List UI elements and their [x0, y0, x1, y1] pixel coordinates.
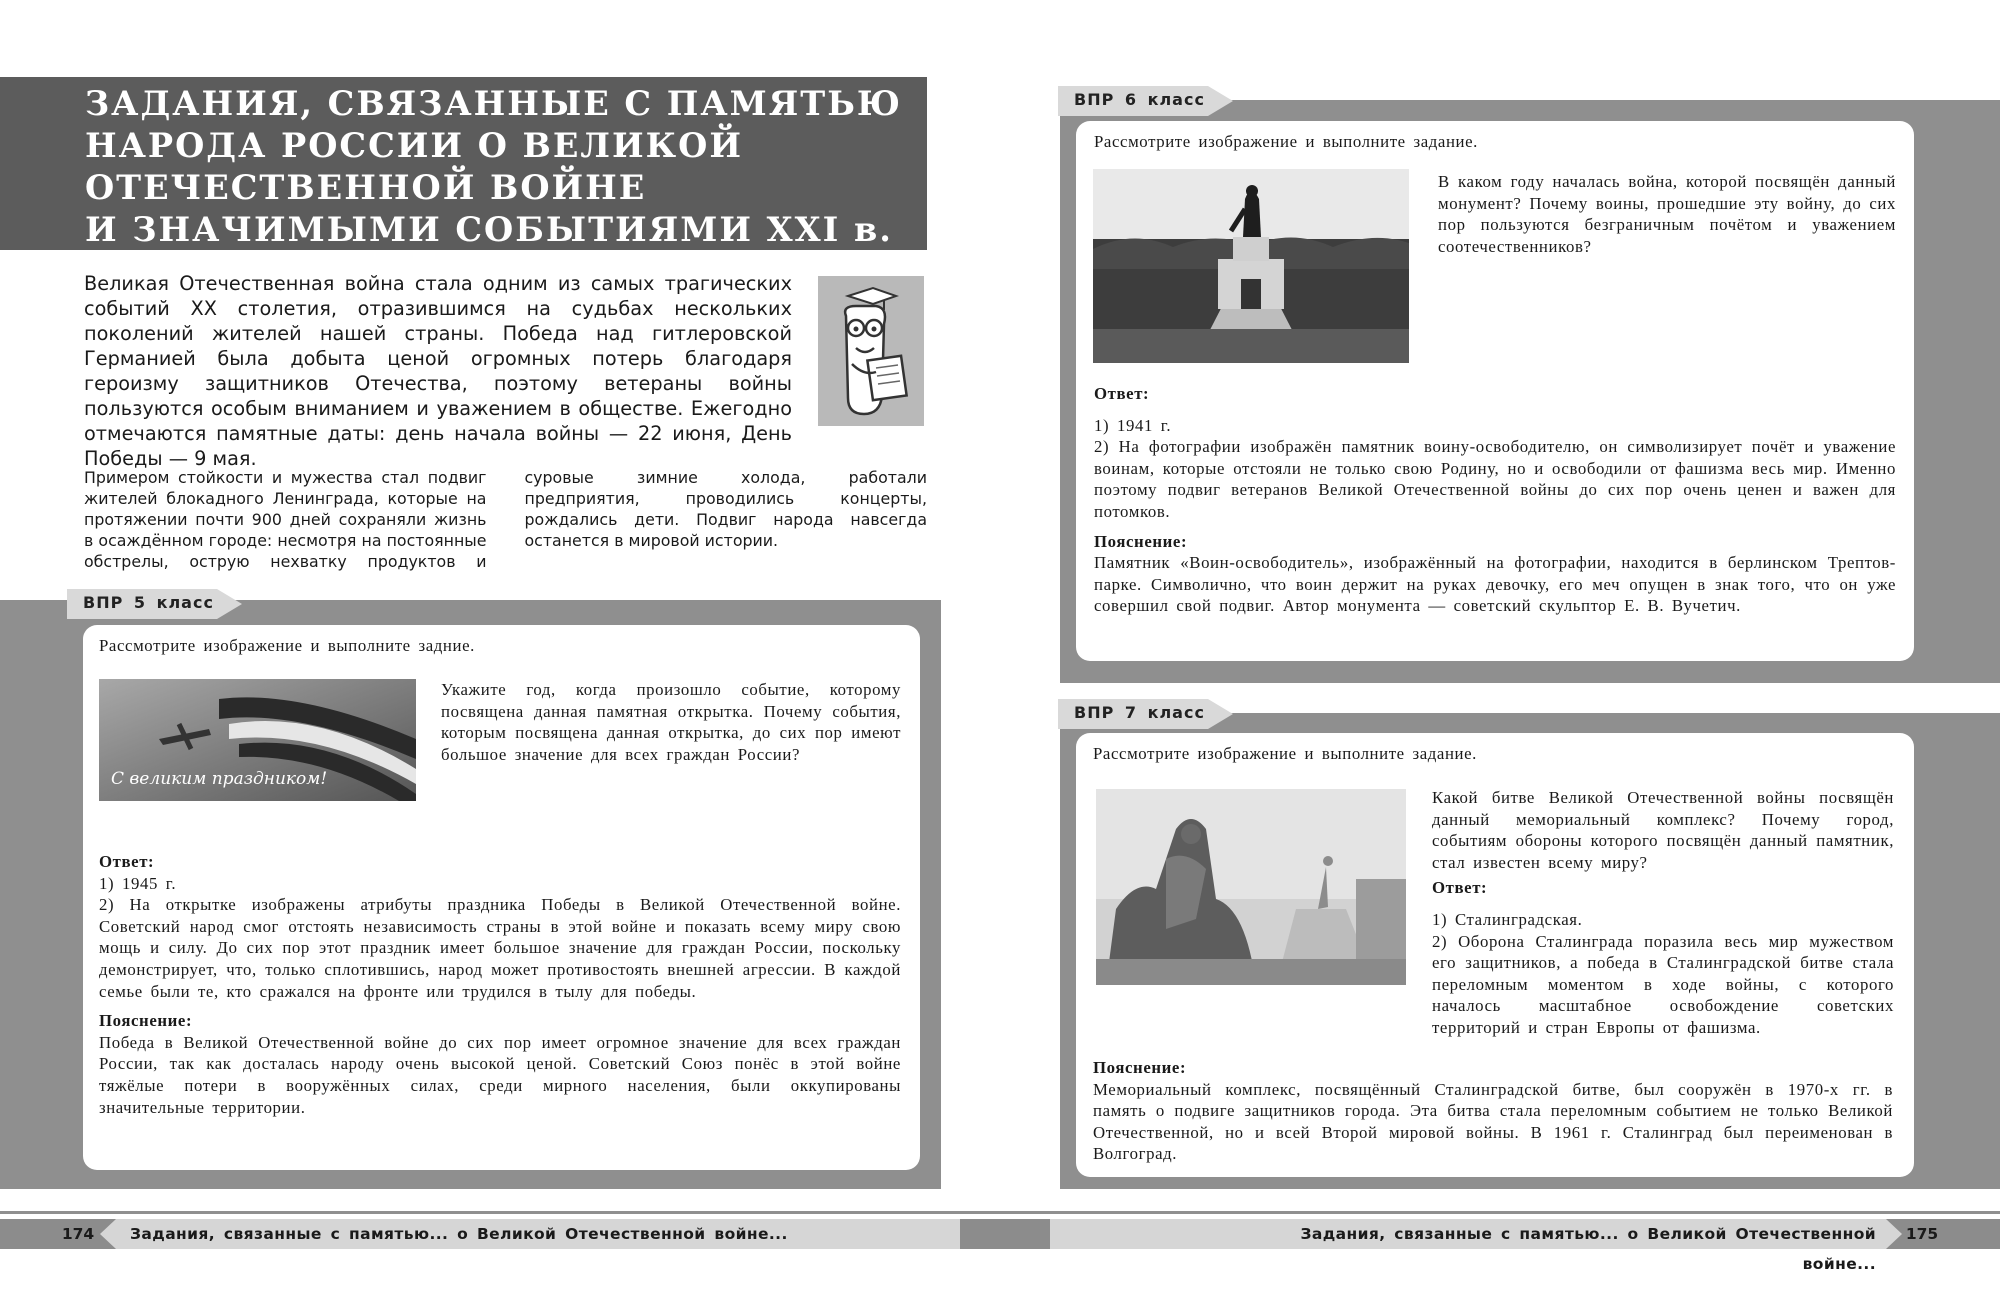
answer-1: 1) 1945 г. [99, 873, 177, 893]
vpr5-card [83, 625, 920, 1170]
vpr7-question-answer [1432, 787, 1894, 1039]
tab-label: ВПР 7 класс [1074, 703, 1205, 722]
vpr7-card [1076, 733, 1914, 1177]
vpr6-instruction: Рассмотрите изображение и выполните задание. [1094, 132, 1478, 151]
footer-title-left: Задания, связанные с памятью... о Великой Отечественной войне... [130, 1225, 788, 1243]
vpr6-monument-photo [1093, 169, 1409, 363]
explanation-label: Пояснение: [1093, 1058, 1187, 1077]
intro-text: Великая Отечественная война стала одним из самых трагических событий XX столетия, отразившимся на судьбах нескольких поколений жителей нашей страны. Победа над гитлеровской Германией была добыта ценой огромных потерь благодаря героизму защитников Отечества, поэтому ветераны войны пользуются особым вниманием и уважением в обществе. Ежегодно отмечаются памятные даты: день начала войны — 22 июня, День Победы — 9 мая. [84, 272, 792, 470]
intro-small-text: Примером стойкости и мужества стал подвиг жителей блокадного Ленинграда, которые на протяжении почти 900 дней сохраняли жизнь в осаждённом городе: несмотря на постоянные обстрелы, острую нехватку продуктов и суровые зимние холода, работали предприятия, проводились концерты, рождались дети. Подвиг народа навсегда останется в мировой истории. [84, 468, 927, 571]
title-line: И ЗНАЧИМЫМИ СОБЫТИЯМИ XXI в. [85, 210, 893, 249]
answer-2: 2) На фотографии изображён памятник воину-освободителю, он символизирует почёт и уважение воинам, которые отстояли не только свою Родину, но и освободили от фашизма весь мир. Именно поэтому подвиг ветеранов Великой Отечественной войны до сих пор очень ценен и важен для потомков. [1094, 437, 1896, 521]
mascot-illustration [818, 276, 924, 426]
tab-label: ВПР 5 класс [83, 593, 214, 612]
vpr5-question: Укажите год, когда произошло событие, которому посвящена данная памятная открытка. Почему события, которым посвящена данная открытка, до сих пор имеют большое значение для всех граждан России? [441, 680, 901, 764]
answer-label: Ответ: [1094, 384, 1150, 403]
explanation-text: Памятник «Воин-освободитель», изображённый на фотографии, находится в берлинском Трептов-парке. Символично, что воин держит на руках девочку, его меч опущен в знак того, что он уже совершил свой подвиг. Автор монумента — советский скульптор Е. В. Вучетич. [1094, 553, 1896, 616]
answer-1: 1) 1941 г. [1094, 415, 1172, 435]
intro-columns [84, 467, 927, 572]
footer-divider [0, 1211, 2000, 1214]
vpr7-tab [1058, 699, 1238, 729]
vpr7-question: Какой битве Великой Отечественной войны посвящён данный мемориальный комплекс? Почему город, событиям обороны которого посвящён данный памятник, стал известен всему миру? [1432, 788, 1894, 872]
vpr5-postcard-image [99, 679, 416, 801]
tab-label: ВПР 6 класс [1074, 90, 1205, 109]
title-line: ОТЕЧЕСТВЕННОЙ ВОЙНЕ [85, 168, 647, 207]
vpr7-explanation-block [1093, 1057, 1893, 1165]
explanation-label: Пояснение: [99, 1011, 193, 1031]
monument-photo-icon [1093, 169, 1409, 363]
page-number-left: 174 [61, 1225, 95, 1243]
answer-2: 2) На открытке изображены атрибуты праздника Победы в Великой Отечественной войне. Советский народ смог отстоять независимость страны в этой войне и показать всему миру свою мощь и силу. До сих пор этот праздник имеет большое значение для граждан России, поскольку демонстрирует, что, только сплотившись, народ может противостоять внешней агрессии. В каждой семье были те, кто сражался на фронте или трудился в тылу для победы. [99, 895, 901, 1001]
vpr5-tab [67, 589, 247, 619]
page-number-right: 175 [1905, 1225, 1939, 1243]
student-mascot-icon [818, 276, 924, 426]
vpr7-memorial-photo [1096, 789, 1406, 985]
vpr6-card [1076, 121, 1914, 661]
vpr5-instruction: Рассмотрите изображение и выполните задние. [99, 636, 475, 655]
memorial-photo-icon [1096, 789, 1406, 985]
explanation-text: Мемориальный комплекс, посвящённый Сталинградской битве, был сооружён в 1970-х гг. в память о подвиге защитников города. Эта битва стала переломным событием не только Великой Отечественной, но и всей Второй мировой войны. В 1961 г. Сталинград был переименован в Волгоград. [1093, 1079, 1893, 1164]
vpr6-answer-block [1094, 383, 1896, 617]
vpr6-tab [1058, 86, 1238, 116]
explanation-text: Победа в Великой Отечественной войне до сих пор имеет огромное значение для всех граждан России, так как досталась народу очень высокой ценой. Советский Союз понёс в этой войне тяжёлые потери в вооружённых силах, среди мирного населения, были оккупированы значительные территории. [99, 1032, 901, 1117]
vpr7-instruction: Рассмотрите изображение и выполните задание. [1093, 744, 1477, 763]
answer-1: 1) Сталинградская. [1432, 909, 1583, 929]
title-banner [0, 77, 927, 250]
answer-label: Ответ: [1432, 878, 1488, 898]
page-title [85, 83, 915, 251]
postcard-graphic-icon [99, 679, 416, 801]
vpr6-question: В каком году началась война, которой посвящён данный монумент? Почему воины, прошедшие эту войну, до сих пор пользуются безграничным почётом и уважением соотечественников? [1438, 172, 1896, 256]
title-line: НАРОДА РОССИИ О ВЕЛИКОЙ [85, 126, 743, 165]
explanation-label: Пояснение: [1094, 531, 1188, 551]
answer-2: 2) Оборона Сталинграда поразила весь мир мужеством его защитников, а победа в Сталинградской битве стала переломным моментом в ходе войны, с которого началось масштабное освобождение советских территорий и стран Европы от фашизма. [1432, 931, 1894, 1037]
postcard-caption: С великим праздником! [111, 769, 328, 789]
title-line: ЗАДАНИЯ, СВЯЗАННЫЕ С ПАМЯТЬЮ [85, 84, 902, 123]
answer-label: Ответ: [99, 852, 155, 871]
footer-title-right: Задания, связанные с памятью... о Великой Отечественной войне... [1300, 1225, 1876, 1273]
vpr5-answer-block [99, 851, 901, 1118]
